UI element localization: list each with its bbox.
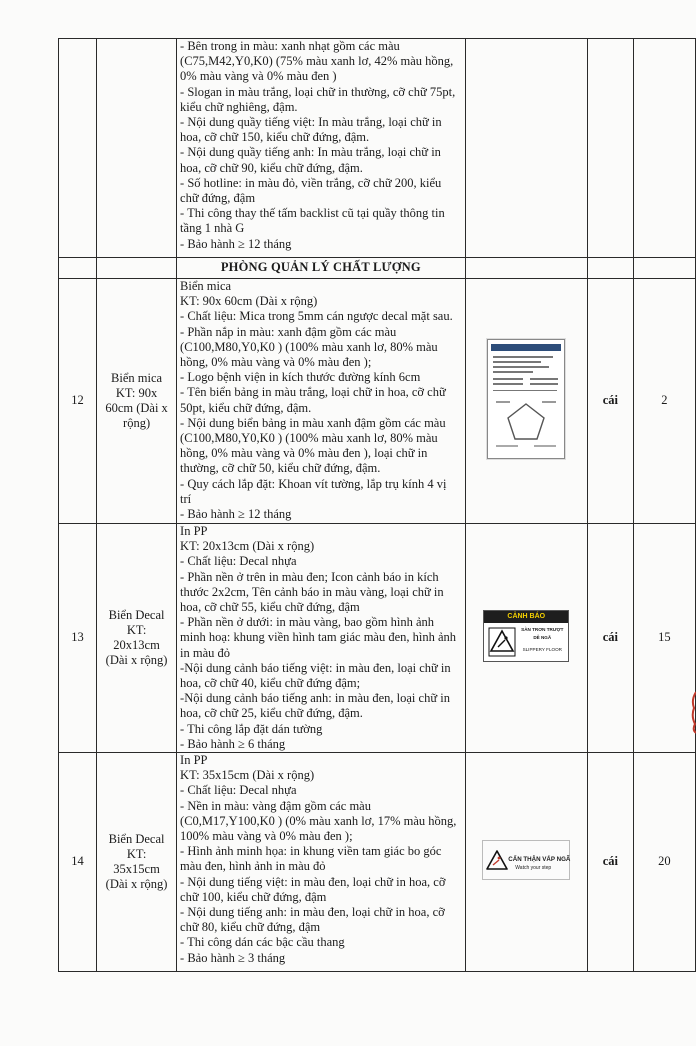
- item-name: [97, 524, 177, 753]
- sign-text-line: [530, 378, 558, 380]
- description-line: - Bảo hành ≥ 6 tháng: [180, 736, 286, 751]
- section-row: [59, 258, 696, 279]
- table-row-continuation: [59, 39, 696, 258]
- unit-cell: [587, 39, 633, 258]
- description-line: (C75,M42,Y0,K0) (75% màu xanh lơ, 42% màu hồng,: [180, 54, 454, 69]
- quantity-cell: 2: [633, 279, 695, 524]
- description-line: 100% màu vàng và 0% màu đen );: [180, 829, 353, 844]
- table-row: [59, 279, 696, 524]
- description-cell: [177, 524, 466, 753]
- description-line: - Phần nền ở trên in màu đen; Icon cảnh báo in kích: [180, 569, 439, 584]
- name-cell: [97, 39, 177, 258]
- item-number: 13: [59, 524, 97, 753]
- description-line: 50pt, kiểu chữ đứng, đậm.: [180, 400, 312, 415]
- description-line: tầng 1 nhà G: [180, 221, 245, 236]
- description-line: - Thi công thay thế tấm backlist cũ tại quầy thông tin: [180, 206, 445, 221]
- unit-cell: [587, 279, 633, 524]
- description-line: - Bên trong in màu: xanh nhạt gồm các màu: [180, 39, 400, 53]
- quantity-cell: 20: [633, 753, 695, 972]
- unit-label: cái: [602, 630, 618, 645]
- item-name-line: (Dài x rộng): [105, 653, 168, 668]
- warning-sign-thumbnail: [483, 610, 569, 662]
- description-line: - Chất liệu: Decal nhựa: [180, 554, 297, 569]
- unit-cell: [587, 524, 633, 753]
- description-line: chữ 100, kiểu chữ đứng, đậm: [180, 889, 327, 904]
- sign-text-line: [493, 378, 523, 380]
- description-line: hoa, cỡ chữ 25, kiểu chữ đứng, đậm.: [180, 706, 363, 721]
- sign-text-line: [493, 390, 557, 391]
- item-name-line: KT: 90x: [115, 385, 158, 400]
- description-line: KT: 35x15cm (Dài x rộng): [180, 768, 315, 783]
- description-line: hồng, 0% màu vàng và 0% màu đen );: [180, 355, 372, 370]
- warning-sign-line: SÀN TRƠN TRƯỢT: [521, 626, 564, 632]
- item-number: 14: [59, 753, 97, 972]
- trip-hazard-icon: [486, 850, 508, 870]
- description-line: - Hình ảnh minh họa: in khung viền tam giác bo góc: [180, 844, 442, 859]
- sign-text-line: [493, 366, 549, 368]
- step-warning-sign-thumbnail: [482, 840, 570, 880]
- description-line: - Nội dung tiếng anh: in màu đen, loại chữ in hoa, cỡ: [180, 905, 445, 920]
- image-cell: [465, 279, 587, 524]
- item-name-line: rộng): [123, 416, 151, 431]
- description-line: (C100,M80,Y0,K0 ) (100% màu xanh lơ, 80% màu: [180, 431, 438, 446]
- unit-label: cái: [602, 393, 618, 408]
- description-list: [180, 39, 463, 252]
- description-line: - Nội dung quầy tiếng việt: In màu trắng, loại chữ in: [180, 115, 442, 130]
- description-line: In PP: [180, 753, 208, 768]
- description-line: - Tên biển bảng in màu trắng, loại chữ in hoa, cỡ chữ: [180, 385, 446, 400]
- item-name-line: Biển Decal: [108, 607, 165, 622]
- specification-table: [58, 38, 696, 972]
- item-name-line: 35x15cm: [113, 862, 160, 877]
- description-line: KT: 20x13cm (Dài x rộng): [180, 539, 315, 554]
- description-line: hoa, cỡ chữ 150, kiểu chữ đứng, đậm.: [180, 130, 370, 145]
- description-line: - Bảo hành ≥ 12 tháng: [180, 507, 292, 522]
- description-cell: [177, 753, 466, 972]
- warning-sign-header: CẢNH BÁO: [484, 611, 568, 623]
- mica-sign-thumbnail: [487, 339, 565, 459]
- description-line: hoa, cỡ chữ 90, kiểu chữ đứng, đậm.: [180, 160, 363, 175]
- table-row: [59, 753, 696, 972]
- description-line: - Logo bệnh viện in kích thước đường kính 6cm: [180, 370, 421, 385]
- description-line: In PP: [180, 524, 208, 538]
- image-cell: [465, 524, 587, 753]
- description-line: - Bảo hành ≥ 12 tháng: [180, 236, 292, 251]
- table-row: [59, 524, 696, 753]
- item-name: [97, 753, 177, 972]
- description-cell: [177, 279, 466, 524]
- warning-sign-line: SLIPPERY FLOOR: [522, 646, 562, 652]
- sign-text-line: [493, 361, 541, 363]
- description-line: - Thi công dán các bậc cầu thang: [180, 935, 345, 950]
- no-cell: [59, 39, 97, 258]
- description-line: hồng, 0% màu vàng và 0% màu đen ), loại chữ in: [180, 446, 428, 461]
- description-line: - Thi công lắp đặt dán tường: [180, 721, 323, 736]
- description-line: - Phần nền ở dưới: in màu vàng, bao gồm hình ảnh: [180, 615, 435, 630]
- image-cell: [465, 753, 587, 972]
- unit-cell: [587, 753, 633, 972]
- description-line: - Nội dung quầy tiếng anh: In màu trắng, loại chữ in: [180, 145, 441, 160]
- description-line: - Nội dung biển bảng in màu xanh đậm gồm các màu: [180, 415, 446, 430]
- description-line: - Nội dung tiếng việt: in màu đen, loại chữ in hoa, cỡ: [180, 874, 446, 889]
- quantity-cell: 15: [633, 524, 695, 753]
- description-line: trí: [180, 491, 192, 506]
- image-cell: [465, 258, 587, 279]
- description-line: - Chất liệu: Decal nhựa: [180, 783, 297, 798]
- item-name: [97, 279, 177, 524]
- item-name-line: KT:: [126, 846, 147, 861]
- description-line: minh hoạ: khung viền hình tam giác màu đen, hình ảnh: [180, 630, 457, 645]
- item-number: 12: [59, 279, 97, 524]
- qty-cell: [633, 258, 695, 279]
- item-name-line: 20x13cm: [113, 638, 160, 653]
- description-line: - Số hotline: in màu đỏ, viền trắng, cỡ chữ 200, kiểu: [180, 175, 442, 190]
- item-name-line: (Dài x rộng): [105, 877, 168, 892]
- description-line: Biển mica: [180, 279, 232, 293]
- section-title: PHÒNG QUẢN LÝ CHẤT LƯỢNG: [177, 258, 466, 279]
- description-line: chữ đứng, đậm: [180, 191, 256, 206]
- description-line: - Phần nắp in màu: xanh đậm gồm các màu: [180, 324, 397, 339]
- no-cell: [59, 258, 97, 279]
- item-name-line: Biển Decal: [108, 831, 165, 846]
- description-line: 0% màu vàng và 0% màu đen ): [180, 69, 337, 84]
- image-cell: [465, 39, 587, 258]
- description-line: -Nội dung cảnh báo tiếng việt: in màu đen, loại chữ in: [180, 660, 451, 675]
- slippery-floor-icon: [488, 627, 516, 657]
- description-line: kiểu chữ nghiêng, đậm.: [180, 99, 298, 114]
- description-line: thường, cỡ chữ 50, kiểu chữ đứng, đậm.: [180, 461, 381, 476]
- description-line: hoa, cỡ chữ 55, kiểu chữ đứng, đậm: [180, 600, 360, 615]
- unit-cell: [587, 258, 633, 279]
- description-line: thước 2x2cm, Tên cảnh báo in màu vàng, loại chữ in: [180, 584, 444, 599]
- description-line: chữ 80, kiểu chữ đứng, đậm: [180, 920, 321, 935]
- description-line: - Quy cách lắp đặt: Khoan vít tường, lắp trụ kính 4 vị: [180, 476, 447, 491]
- sign-text-line: [493, 383, 523, 385]
- name-cell: [97, 258, 177, 279]
- description-line: màu đen, hình ảnh in màu đỏ: [180, 859, 326, 874]
- sign-text-line: [493, 371, 533, 373]
- step-sign-subtitle: Watch your step: [515, 864, 552, 871]
- item-name-line: 60cm (Dài x: [105, 401, 168, 415]
- sign-text-line: [493, 356, 553, 358]
- item-name-line: KT:: [126, 622, 147, 637]
- description-line: - Bảo hành ≥ 3 tháng: [180, 950, 286, 965]
- description-line: in màu đỏ: [180, 645, 231, 660]
- description-line: -Nội dung cảnh báo tiếng anh: in màu đen, loại chữ in: [180, 691, 450, 706]
- description-line: hoa, cỡ chữ 40, kiểu chữ đứng đậm;: [180, 676, 361, 691]
- warning-sign-line: DỄ NGÃ: [533, 634, 552, 640]
- item-name-line: Biển mica: [111, 370, 163, 385]
- unit-label: cái: [602, 854, 618, 869]
- sign-text-line: [530, 383, 558, 385]
- description-line: - Chất liệu: Mica trong 5mm cán ngược decal mặt sau.: [180, 309, 453, 324]
- description-line: - Nền in màu: vàng đậm gồm các màu: [180, 798, 371, 813]
- pentagon-diagram-icon: [488, 396, 564, 456]
- sign-header-bar: [491, 344, 561, 351]
- description-cell: [177, 39, 466, 258]
- step-sign-title: CẨN THẬN VẤP NGÃ: [508, 855, 571, 863]
- description-line: (C0,M17,Y100,K0 ) (0% màu xanh lơ, 17% màu hồng,: [180, 813, 457, 828]
- description-line: (C100,M80,Y0,K0 ) (100% màu xanh lơ, 80% màu: [180, 339, 438, 354]
- description-line: KT: 90x 60cm (Dài x rộng): [180, 294, 318, 309]
- description-line: - Slogan in màu trắng, loại chữ in thường, cỡ chữ 75pt,: [180, 84, 456, 99]
- red-stamp-edge-mark: [690, 690, 696, 734]
- qty-cell: [633, 39, 695, 258]
